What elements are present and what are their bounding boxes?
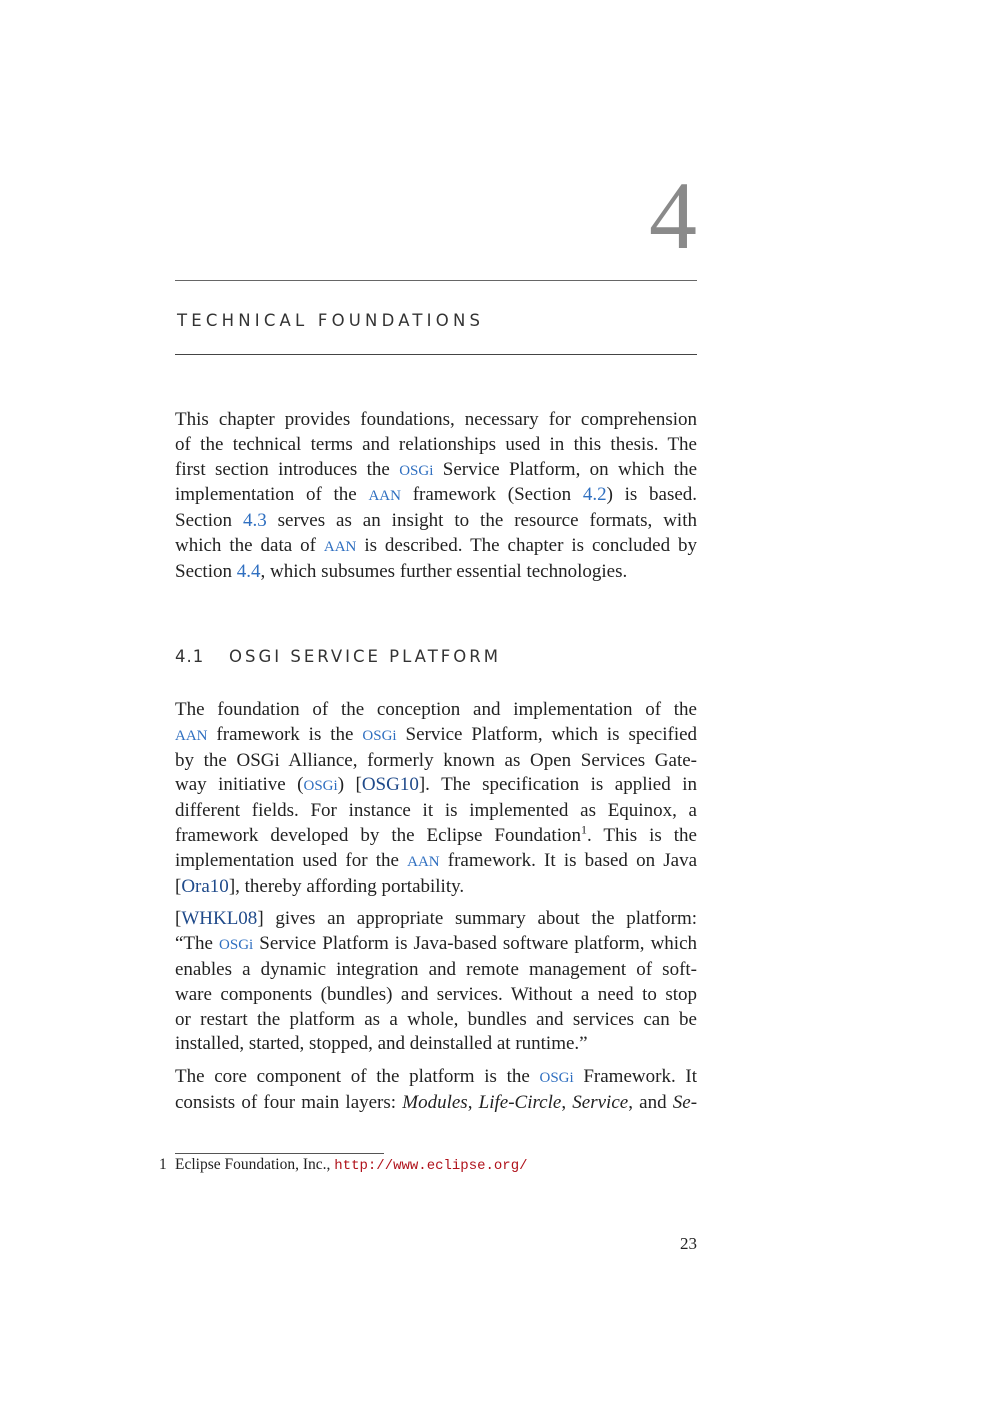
page-number: 23: [680, 1234, 697, 1253]
text-line: which the data of AAN is described. The chapter is concluded by: [175, 534, 698, 556]
text-line: The foundation of the conception and implementation of the: [175, 699, 697, 720]
section-title: OSGI SERVICE PLATFORM: [229, 647, 501, 666]
text-line: first section introduces the OSGi Service Platform, on which the: [175, 458, 698, 480]
text-line: implementation used for the AAN framework. It is based on Java: [175, 849, 697, 871]
footnote-url-link[interactable]: http://www.eclipse.org/: [334, 1158, 528, 1174]
text-line: The core component of the platform is the OSGi Framework. It: [175, 1066, 697, 1088]
paragraph: [175, 907, 697, 1057]
chapter-bottom-rule: [175, 354, 697, 355]
paragraph: [175, 698, 697, 899]
footnote-text: Eclipse Foundation, Inc.,: [175, 1156, 331, 1173]
chapter-intro-paragraph: [175, 408, 697, 585]
citation-link[interactable]: Ora10: [181, 875, 229, 897]
acronym-link[interactable]: OSGi: [362, 727, 397, 744]
acronym-link[interactable]: AAN: [323, 538, 357, 555]
text-line: installed, started, stopped, and deinstalled at runtime.”: [175, 1033, 588, 1055]
text-line: of the technical terms and relationships used in this thesis. The: [175, 433, 697, 455]
text-line: by the OSGi Alliance, formerly known as Open Services Gate-: [175, 749, 697, 771]
section-number: 4.1: [175, 647, 205, 666]
text-line: framework developed by the Eclipse Foundation$^1$. This is the: [175, 822, 697, 846]
acronym-link[interactable]: OSGi: [303, 778, 338, 795]
text-line: way initiative (OSGi) [OSG10]. The specification is applied in: [175, 774, 697, 796]
footnote: [159, 1156, 528, 1174]
text-line: consists of four main layers: Modules, Life-Circle, Service, and Se-: [175, 1091, 698, 1113]
chapter-title: TECHNICAL FOUNDATIONS: [177, 311, 485, 330]
section-heading: [175, 647, 501, 666]
section-reference-link[interactable]: 4.4: [236, 560, 261, 582]
paragraph: [175, 1065, 697, 1116]
text-line: Section 4.3 serves as an insight to the resource formats, with: [175, 510, 697, 532]
acronym-link[interactable]: OSGi: [399, 462, 434, 479]
chapter-top-rule: [175, 280, 697, 281]
text-line: This chapter provides foundations, necessary for comprehension: [175, 409, 697, 430]
acronym-link[interactable]: AAN: [175, 727, 208, 744]
chapter-number: 4: [649, 162, 697, 269]
acronym-link[interactable]: AAN: [368, 488, 401, 505]
footnote-marker[interactable]: 1: [581, 822, 587, 837]
text-line: implementation of the AAN framework (Section 4.2) is based.: [175, 484, 698, 506]
text-line: [WHKL08] gives an appropriate summary about the platform:: [175, 908, 697, 930]
citation-link[interactable]: WHKL08: [181, 908, 258, 930]
section-reference-link[interactable]: 4.2: [582, 484, 607, 506]
text-line: ware components (bundles) and services. Without a need to stop: [175, 983, 697, 1005]
acronym-link[interactable]: OSGi: [219, 937, 254, 954]
acronym-link[interactable]: OSGi: [539, 1070, 574, 1087]
text-line: “The OSGi Service Platform is Java-based software platform, which: [175, 933, 698, 955]
text-line: or restart the platform as a whole, bundles and services can be: [175, 1008, 697, 1030]
text-line: [Ora10], thereby affording portability.: [175, 875, 465, 897]
text-line: AAN framework is the OSGi Service Platform, which is specified: [175, 723, 698, 745]
section-body: [175, 698, 697, 1124]
footnote-number: 1: [159, 1156, 167, 1173]
text-line: enables a dynamic integration and remote management of soft-: [175, 958, 697, 980]
footnote-rule: [175, 1153, 384, 1154]
acronym-link[interactable]: AAN: [407, 853, 440, 870]
section-reference-link[interactable]: 4.3: [242, 510, 267, 532]
text-line: different fields. For instance it is implemented as Equinox, a: [175, 800, 697, 822]
text-line: Section 4.4, which subsumes further essential technologies.: [175, 560, 628, 582]
citation-link[interactable]: OSG10: [361, 774, 419, 796]
